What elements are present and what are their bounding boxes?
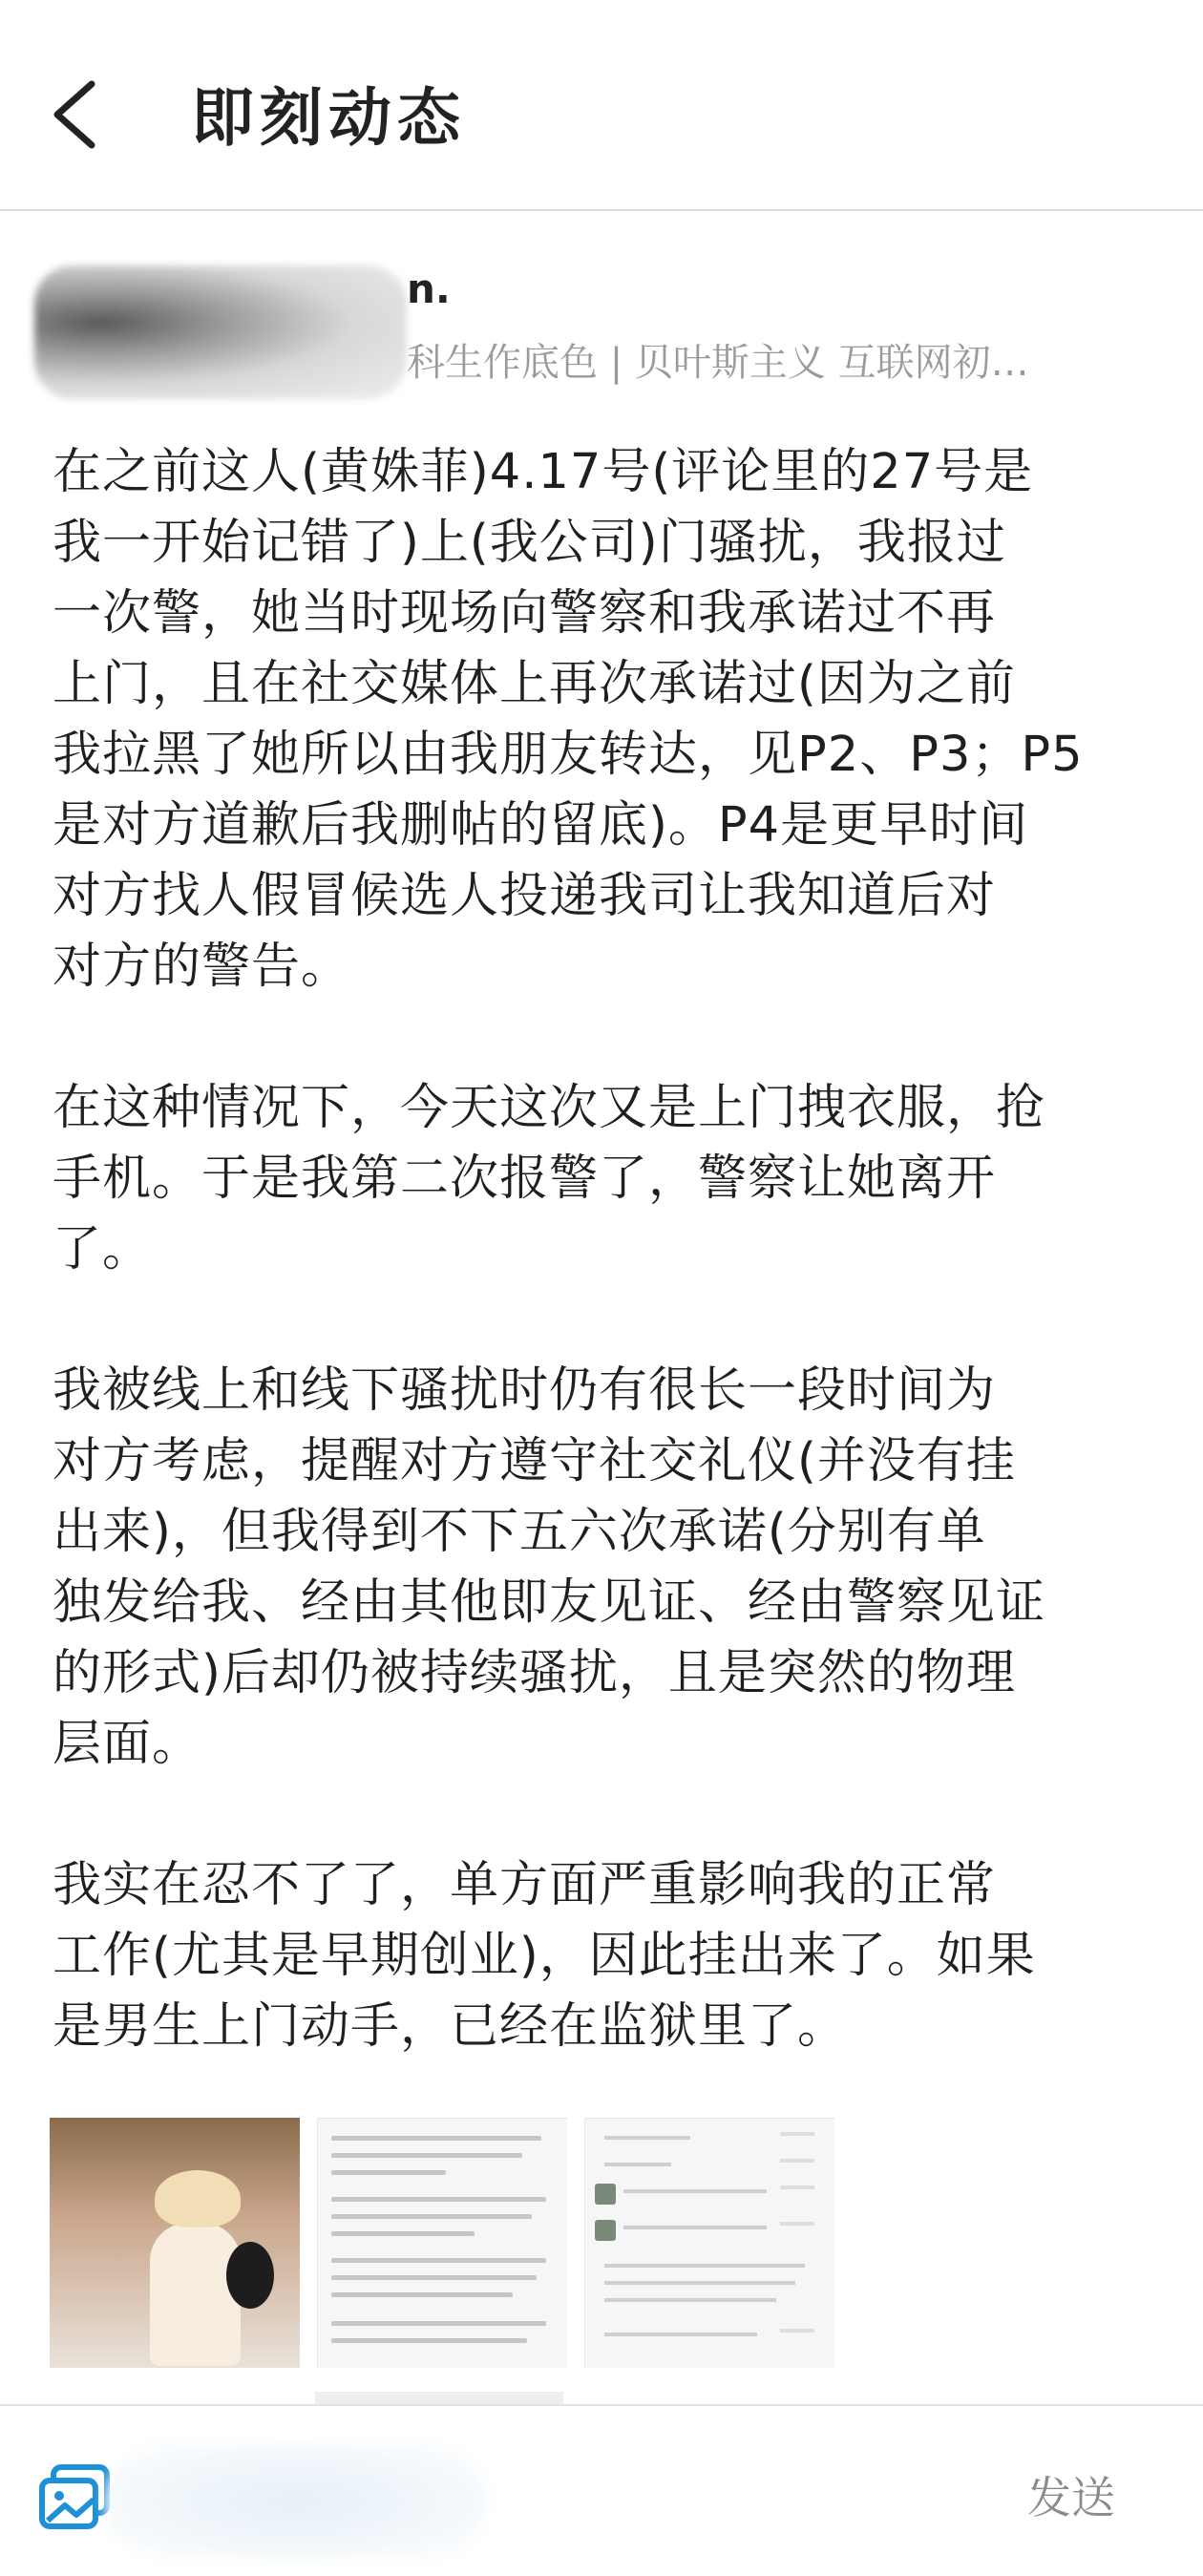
top-bar <box>0 0 1203 211</box>
author-block[interactable] <box>34 258 1171 411</box>
post-paragraph-2: 在这种情况下，今天这次又是上门拽衣服，抢 手机。于是我第二次报警了，警察让她离开 了。 <box>53 1080 1046 1277</box>
photo-content <box>50 2118 300 2368</box>
photo-fan <box>226 2242 274 2309</box>
comment-input[interactable] <box>105 2444 487 2559</box>
back-arrow-icon[interactable] <box>46 76 103 153</box>
post-image-chat-screenshot[interactable] <box>584 2118 834 2368</box>
comment-bar <box>0 2404 1203 2576</box>
photo-hat <box>155 2170 241 2228</box>
post-paragraph-4: 我实在忍不了了，单方面严重影响我的正常 工作(尤其是早期创业)，因此挂出来了。如果 是男生上门动手，已经在监狱里了。 <box>53 1857 1036 2055</box>
post-image-text-screenshot[interactable] <box>317 2118 567 2368</box>
send-button[interactable]: 发送 <box>1027 2472 1115 2523</box>
page-title: 即刻动态 <box>191 81 466 155</box>
post-image-photo[interactable] <box>50 2118 300 2368</box>
post-body <box>53 437 1150 2133</box>
blurred-avatar-name[interactable] <box>34 265 407 399</box>
chat-screenshot-content <box>584 2118 834 2368</box>
author-signature: 科生作底色 | 贝叶斯主义 互联网初… <box>407 341 1029 385</box>
post-image-grid <box>50 2118 1157 2404</box>
image-picker-icon[interactable] <box>36 2461 113 2532</box>
text-screenshot-content <box>317 2118 567 2368</box>
author-name-visible[interactable]: n. <box>407 265 451 312</box>
photo-figure <box>150 2223 241 2366</box>
post-paragraph-3: 我被线上和线下骚扰时仍有很长一段时间为 对方考虑，提醒对方遵守社交礼仪(并没有挂 出来)，但我得到不下五六次承诺(分别有单 独发给我、经由其他即友见证、经由警察见证 的形式)后却仍被持续骚扰，且是突然的物理 层面。 <box>53 1362 1046 1772</box>
post-paragraph-1: 在之前这人(黄姝菲)4.17号(评论里的27号是 我一开始记错了)上(我公司)门骚扰，我报过 一次警，她当时现场向警察和我承诺过不再 上门，且在社交媒体上再次承诺过(因为之前 我拉黑了她所以由我朋友转达，见P2、P3；P5 是对方道歉后我删帖的留底)。P4是更早时间 对方找人假冒候选人投递我司让我知道后对 对方的警告。 <box>53 444 1084 995</box>
overflow-image-strip <box>315 2392 563 2405</box>
